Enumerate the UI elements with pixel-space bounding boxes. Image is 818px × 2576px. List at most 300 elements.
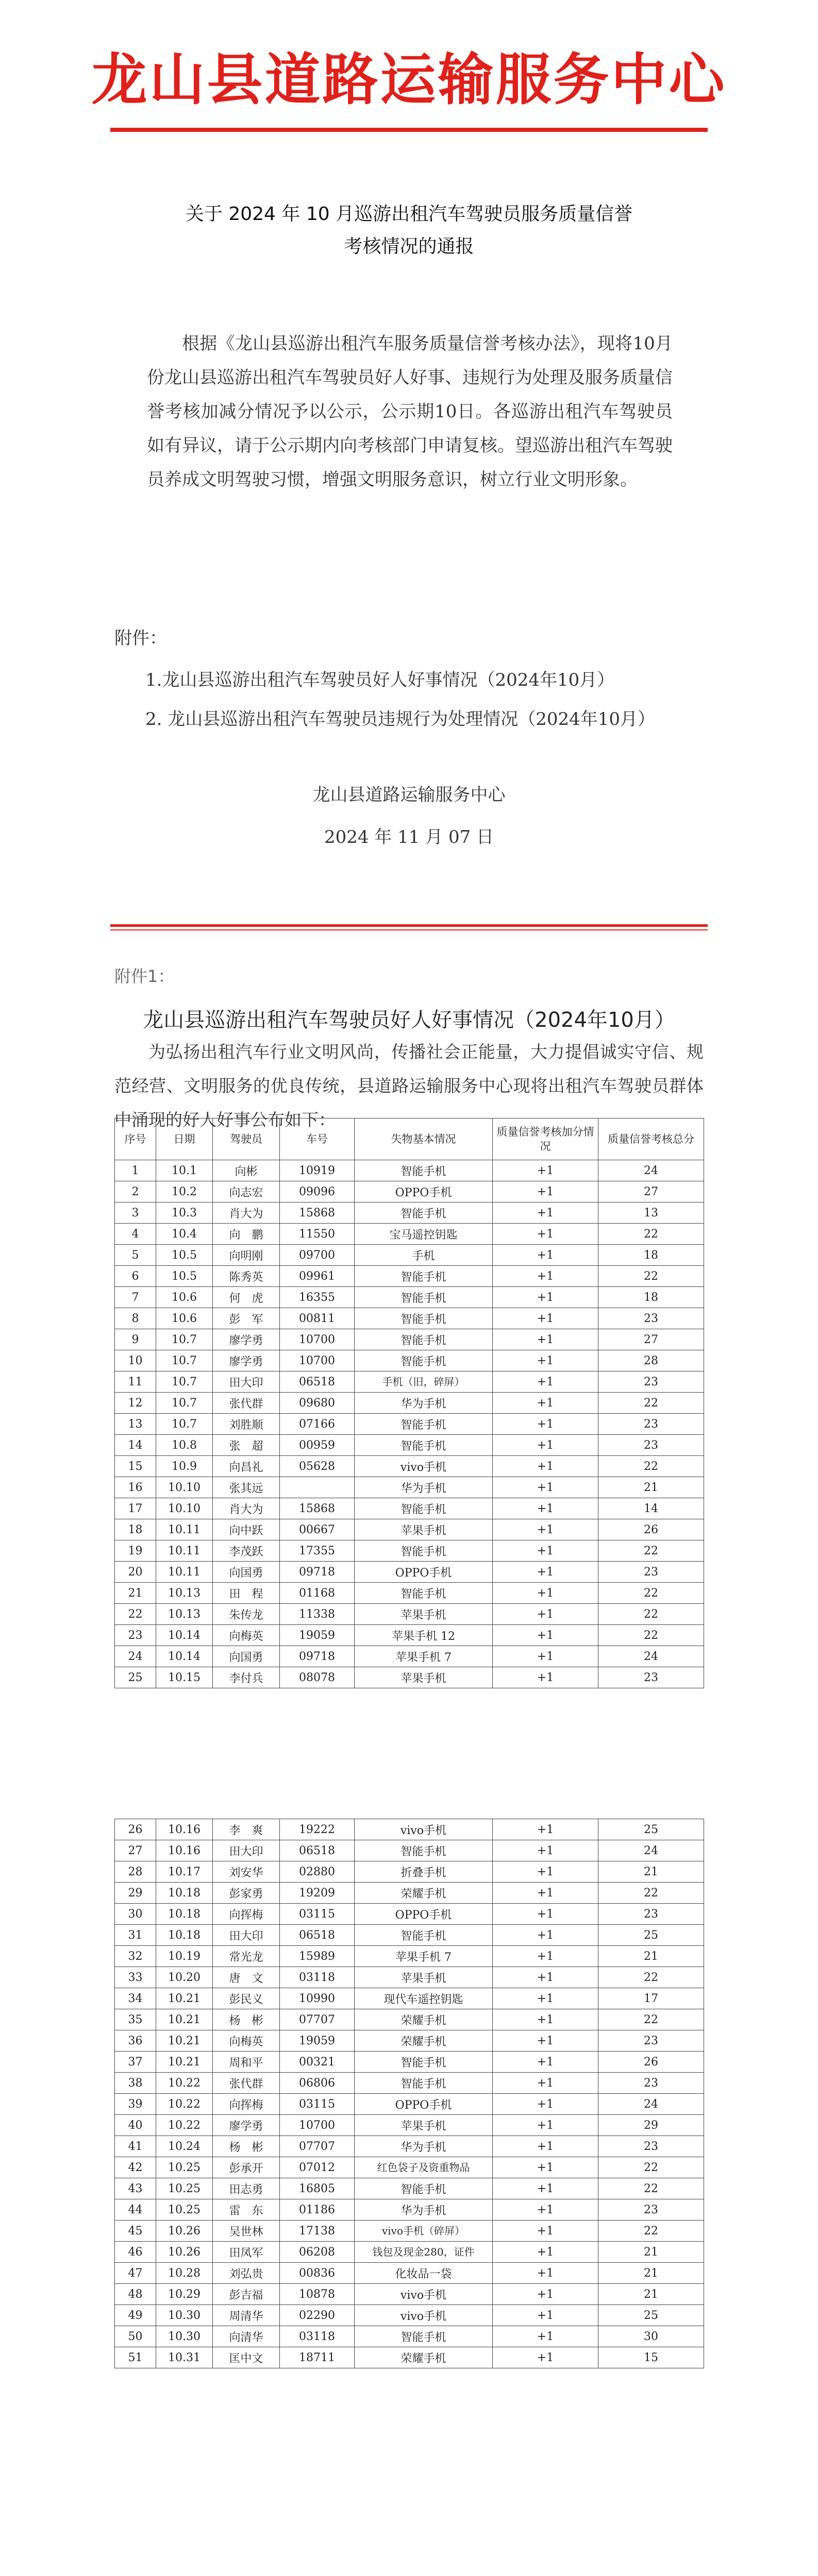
cell-item: 智能手机 (355, 1498, 493, 1519)
cell-index: 2 (115, 1181, 156, 1202)
cell-driver: 向明刚 (213, 1245, 280, 1266)
cell-score-change: +1 (493, 2284, 598, 2305)
cell-index: 24 (115, 1646, 156, 1667)
cell-score-total: 21 (598, 1861, 704, 1883)
table-row (115, 1160, 704, 1181)
table-row (115, 1883, 704, 1904)
cell-index: 12 (115, 1393, 156, 1414)
cell-date: 10.3 (156, 1202, 213, 1224)
table-row (115, 1667, 704, 1688)
cell-item: 荣耀手机 (355, 2347, 493, 2368)
table-row (115, 1266, 704, 1287)
cell-score-total: 23 (598, 1435, 704, 1456)
cell-item: 华为手机 (355, 2199, 493, 2221)
cell-driver: 向彬 (213, 1160, 280, 1181)
cell-score-change: +1 (493, 1245, 598, 1266)
cell-score-total: 23 (598, 1414, 704, 1435)
cell-date: 10.14 (156, 1646, 213, 1667)
cell-driver: 彭吉福 (213, 2284, 280, 2305)
cell-date: 10.1 (156, 1160, 213, 1181)
cell-plate: 19222 (280, 1819, 355, 1840)
cell-date: 10.18 (156, 1883, 213, 1904)
cell-date: 10.5 (156, 1266, 213, 1287)
table-row (115, 2199, 704, 2221)
cell-item: 智能手机 (355, 1160, 493, 1181)
cell-plate: 11338 (280, 1604, 355, 1625)
cell-driver: 张 超 (213, 1435, 280, 1456)
cell-item: 折叠手机 (355, 1861, 493, 1883)
cell-plate: 02880 (280, 1861, 355, 1883)
cell-item: 智能手机 (355, 1435, 493, 1456)
cell-score-total: 24 (598, 1646, 704, 1667)
table-row (115, 2052, 704, 2073)
cell-driver: 向梅英 (213, 2030, 280, 2052)
cell-date: 10.6 (156, 1308, 213, 1329)
cell-plate: 06518 (280, 1925, 355, 1946)
cell-date: 10.22 (156, 2073, 213, 2094)
cell-item: 宝马遥控钥匙 (355, 1224, 493, 1245)
good-deeds-table-part1 (114, 1118, 704, 1688)
col-header-plate: 车号 (280, 1118, 355, 1160)
table-row (115, 1562, 704, 1583)
cell-score-change: +1 (493, 2009, 598, 2030)
cell-item: 苹果手机 (355, 1967, 493, 1988)
cell-plate: 03118 (280, 1967, 355, 1988)
cell-score-change: +1 (493, 1393, 598, 1414)
cell-driver: 田志勇 (213, 2178, 280, 2199)
cell-index: 1 (115, 1160, 156, 1181)
cell-driver: 何 虎 (213, 1287, 280, 1308)
table-row (115, 1245, 704, 1266)
cell-plate: 00321 (280, 2052, 355, 2073)
cell-score-total: 22 (598, 1540, 704, 1562)
cell-date: 10.5 (156, 1245, 213, 1266)
cell-score-change: +1 (493, 1883, 598, 1904)
cell-score-change: +1 (493, 1266, 598, 1287)
cell-plate: 09718 (280, 1562, 355, 1583)
cell-item: 苹果手机 (355, 1667, 493, 1688)
cell-date: 10.14 (156, 1625, 213, 1646)
cell-index: 10 (115, 1350, 156, 1371)
table-row (115, 1904, 704, 1925)
cell-driver: 李 爽 (213, 1819, 280, 1840)
table-row (115, 1840, 704, 1861)
cell-item: 荣耀手机 (355, 2030, 493, 2052)
table-row (115, 1646, 704, 1667)
cell-plate: 17355 (280, 1540, 355, 1562)
cell-item: 智能手机 (355, 1266, 493, 1287)
cell-driver: 田凤军 (213, 2242, 280, 2263)
col-header-date: 日期 (156, 1118, 213, 1160)
cell-index: 19 (115, 1540, 156, 1562)
cell-index: 18 (115, 1519, 156, 1540)
cell-date: 10.19 (156, 1946, 213, 1967)
notice-title-line2: 考核情况的通报 (344, 236, 474, 257)
cell-item: 苹果手机 (355, 2115, 493, 2136)
cell-driver: 陈秀英 (213, 1266, 280, 1287)
cell-date: 10.30 (156, 2326, 213, 2347)
cell-index: 15 (115, 1456, 156, 1477)
cell-score-change: +1 (493, 1988, 598, 2009)
cell-index: 16 (115, 1477, 156, 1498)
cell-date: 10.7 (156, 1414, 213, 1435)
cell-driver: 田 程 (213, 1583, 280, 1604)
cell-score-change: +1 (493, 1371, 598, 1393)
cell-index: 46 (115, 2242, 156, 2263)
table-row (115, 1925, 704, 1946)
cell-score-change: +1 (493, 2199, 598, 2221)
cell-driver: 匡中文 (213, 2347, 280, 2368)
cell-date: 10.10 (156, 1498, 213, 1519)
cell-score-total: 26 (598, 2052, 704, 2073)
cell-score-change: +1 (493, 1583, 598, 1604)
cell-index: 9 (115, 1329, 156, 1350)
cell-plate: 09680 (280, 1393, 355, 1414)
table-row (115, 1456, 704, 1477)
cell-driver: 向昌礼 (213, 1456, 280, 1477)
cell-score-change: +1 (493, 1477, 598, 1498)
cell-plate: 08078 (280, 1667, 355, 1688)
cell-item: 苹果手机 (355, 1604, 493, 1625)
cell-driver: 杨 彬 (213, 2009, 280, 2030)
cell-score-change: +1 (493, 1562, 598, 1583)
cell-score-total: 18 (598, 1287, 704, 1308)
cell-driver: 雷 东 (213, 2199, 280, 2221)
cell-index: 27 (115, 1840, 156, 1861)
cell-index: 38 (115, 2073, 156, 2094)
cell-date: 10.25 (156, 2178, 213, 2199)
cell-item: 荣耀手机 (355, 1883, 493, 1904)
cell-score-change: +1 (493, 1604, 598, 1625)
cell-plate: 19059 (280, 1625, 355, 1646)
table-row (115, 2115, 704, 2136)
cell-driver: 常光龙 (213, 1946, 280, 1967)
cell-plate: 10919 (280, 1160, 355, 1181)
cell-date: 10.4 (156, 1224, 213, 1245)
table-row (115, 1224, 704, 1245)
table-row (115, 1625, 704, 1646)
cell-plate: 03115 (280, 1904, 355, 1925)
cell-score-total: 23 (598, 1904, 704, 1925)
cell-driver: 田大印 (213, 1840, 280, 1861)
cell-item: 智能手机 (355, 1308, 493, 1329)
cell-date: 10.9 (156, 1456, 213, 1477)
cell-driver: 廖学勇 (213, 2115, 280, 2136)
cell-date: 10.18 (156, 1904, 213, 1925)
cell-driver: 刘弘贵 (213, 2263, 280, 2284)
cell-item: 华为手机 (355, 1477, 493, 1498)
cell-plate: 10700 (280, 2115, 355, 2136)
cell-plate: 07166 (280, 1414, 355, 1435)
cell-score-total: 30 (598, 2326, 704, 2347)
col-header-item: 失物基本情况 (355, 1118, 493, 1160)
cell-score-total: 24 (598, 1160, 704, 1181)
cell-score-total: 24 (598, 1840, 704, 1861)
cell-score-total: 14 (598, 1498, 704, 1519)
cell-plate: 07012 (280, 2157, 355, 2178)
cell-index: 35 (115, 2009, 156, 2030)
table-row (115, 2326, 704, 2347)
cell-date: 10.11 (156, 1519, 213, 1540)
cell-score-total: 22 (598, 1224, 704, 1245)
cell-index: 45 (115, 2221, 156, 2242)
cell-item: 智能手机 (355, 1414, 493, 1435)
cell-score-total: 27 (598, 1329, 704, 1350)
cell-score-total: 23 (598, 2030, 704, 2052)
cell-index: 17 (115, 1498, 156, 1519)
cell-index: 13 (115, 1414, 156, 1435)
cell-plate: 07707 (280, 2136, 355, 2157)
cell-driver: 刘胜顺 (213, 1414, 280, 1435)
cell-date: 10.18 (156, 1925, 213, 1946)
cell-score-change: +1 (493, 1540, 598, 1562)
cell-score-change: +1 (493, 2073, 598, 2094)
col-header-score-add: 质量信誉考核加分情况 (493, 1118, 598, 1160)
cell-index: 4 (115, 1224, 156, 1245)
cell-score-total: 27 (598, 1181, 704, 1202)
cell-score-change: +1 (493, 1967, 598, 1988)
cell-driver: 田大印 (213, 1371, 280, 1393)
cell-plate: 09961 (280, 1266, 355, 1287)
cell-index: 49 (115, 2305, 156, 2326)
cell-score-change: +1 (493, 2178, 598, 2199)
cell-driver: 彭承开 (213, 2157, 280, 2178)
table-row (115, 1308, 704, 1329)
cell-plate: 16355 (280, 1287, 355, 1308)
table-row (115, 1393, 704, 1414)
cell-score-total: 22 (598, 1883, 704, 1904)
table-row (115, 2136, 704, 2157)
table-row (115, 1371, 704, 1393)
cell-driver: 张代群 (213, 2073, 280, 2094)
cell-driver: 张代群 (213, 1393, 280, 1414)
cell-score-total: 24 (598, 2094, 704, 2115)
cell-score-total: 22 (598, 1967, 704, 1988)
table-row (115, 1861, 704, 1883)
cell-item: 红色袋子及资重物品 (355, 2157, 493, 2178)
cell-index: 22 (115, 1604, 156, 1625)
cell-item: 华为手机 (355, 1393, 493, 1414)
cell-score-total: 23 (598, 1371, 704, 1393)
table-row (115, 2242, 704, 2263)
cell-index: 14 (115, 1435, 156, 1456)
table-row (115, 1350, 704, 1371)
cell-item: 苹果手机 7 (355, 1646, 493, 1667)
cell-plate: 09700 (280, 1245, 355, 1266)
cell-plate: 10700 (280, 1329, 355, 1350)
cell-plate: 06518 (280, 1371, 355, 1393)
cell-plate: 11550 (280, 1224, 355, 1245)
cell-item: 钱包及现金280，证件 (355, 2242, 493, 2263)
cell-item: vivo手机 (355, 1819, 493, 1840)
cell-index: 7 (115, 1287, 156, 1308)
cell-score-change: +1 (493, 1350, 598, 1371)
good-deeds-table-part2 (114, 1819, 704, 2368)
cell-score-change: +1 (493, 1308, 598, 1329)
cell-index: 41 (115, 2136, 156, 2157)
cell-plate: 19209 (280, 1883, 355, 1904)
cell-index: 42 (115, 2157, 156, 2178)
cell-date: 10.7 (156, 1371, 213, 1393)
cell-score-total: 29 (598, 2115, 704, 2136)
cell-plate: 05628 (280, 1456, 355, 1477)
table-row (115, 1946, 704, 1967)
cell-score-change: +1 (493, 2326, 598, 2347)
cell-date: 10.7 (156, 1350, 213, 1371)
cell-item: vivo手机 (355, 1456, 493, 1477)
cell-score-total: 22 (598, 2178, 704, 2199)
table-row (115, 2030, 704, 2052)
cell-date: 10.11 (156, 1540, 213, 1562)
cell-item: OPPO手机 (355, 1181, 493, 1202)
cell-item: 华为手机 (355, 2136, 493, 2157)
cell-index: 47 (115, 2263, 156, 2284)
table-row (115, 1498, 704, 1519)
cell-score-total: 23 (598, 2073, 704, 2094)
cell-date: 10.7 (156, 1329, 213, 1350)
cell-score-change: +1 (493, 2263, 598, 2284)
table-row (115, 2157, 704, 2178)
cell-item: vivo手机（碎屏） (355, 2221, 493, 2242)
cell-score-change: +1 (493, 2094, 598, 2115)
cell-item: 智能手机 (355, 2073, 493, 2094)
cell-score-total: 22 (598, 1393, 704, 1414)
cell-index: 44 (115, 2199, 156, 2221)
table-row (115, 1819, 704, 1840)
appendix1-label: 附件1： (114, 967, 175, 986)
cell-date: 10.13 (156, 1604, 213, 1625)
cell-date: 10.28 (156, 2263, 213, 2284)
cell-item: 智能手机 (355, 1840, 493, 1861)
cell-date: 10.11 (156, 1562, 213, 1583)
cell-plate: 02290 (280, 2305, 355, 2326)
cell-score-change: +1 (493, 1904, 598, 1925)
cell-index: 25 (115, 1667, 156, 1688)
signature-org: 龙山县道路运输服务中心 (312, 785, 506, 805)
table-row (115, 1583, 704, 1604)
cell-score-change: +1 (493, 1946, 598, 1967)
table-row (115, 1519, 704, 1540)
cell-plate: 09718 (280, 1646, 355, 1667)
cell-driver: 彭 军 (213, 1308, 280, 1329)
cell-plate: 00836 (280, 2263, 355, 2284)
cell-score-total: 25 (598, 1925, 704, 1946)
cell-score-change: +1 (493, 2052, 598, 2073)
col-header-score-total: 质量信誉考核总分 (598, 1118, 704, 1160)
cell-index: 29 (115, 1883, 156, 1904)
cell-score-change: +1 (493, 2136, 598, 2157)
table-row (115, 2073, 704, 2094)
cell-score-change: +1 (493, 1287, 598, 1308)
cell-driver: 向国勇 (213, 1646, 280, 1667)
cell-item: 苹果手机 12 (355, 1625, 493, 1646)
divider-red-rule (110, 924, 708, 927)
cell-score-total: 17 (598, 1988, 704, 2009)
cell-item: 苹果手机 (355, 1519, 493, 1540)
cell-item: 智能手机 (355, 2052, 493, 2073)
cell-plate (280, 1477, 355, 1498)
cell-driver: 彭家勇 (213, 1883, 280, 1904)
cell-score-total: 22 (598, 1583, 704, 1604)
cell-index: 5 (115, 1245, 156, 1266)
table-row (115, 2221, 704, 2242)
cell-driver: 李付兵 (213, 1667, 280, 1688)
cell-plate: 15868 (280, 1498, 355, 1519)
cell-plate: 15989 (280, 1946, 355, 1967)
cell-driver: 向梅英 (213, 1625, 280, 1646)
cell-score-change: +1 (493, 1160, 598, 1181)
cell-score-change: +1 (493, 1667, 598, 1688)
cell-score-change: +1 (493, 1435, 598, 1456)
table-row (115, 1540, 704, 1562)
cell-plate: 06806 (280, 2073, 355, 2094)
cell-index: 6 (115, 1266, 156, 1287)
cell-score-total: 23 (598, 2199, 704, 2221)
cell-driver: 廖学勇 (213, 1329, 280, 1350)
cell-date: 10.22 (156, 2094, 213, 2115)
col-header-driver: 驾驶员 (213, 1118, 280, 1160)
table-row (115, 1202, 704, 1224)
cell-date: 10.10 (156, 1477, 213, 1498)
cell-score-total: 22 (598, 1625, 704, 1646)
cell-score-total: 22 (598, 2221, 704, 2242)
cell-item: 智能手机 (355, 1329, 493, 1350)
cell-index: 26 (115, 1819, 156, 1840)
cell-driver: 向挥梅 (213, 2094, 280, 2115)
cell-driver: 向中跃 (213, 1519, 280, 1540)
cell-score-change: +1 (493, 1414, 598, 1435)
cell-score-change: +1 (493, 1456, 598, 1477)
cell-score-total: 23 (598, 1308, 704, 1329)
cell-index: 21 (115, 1583, 156, 1604)
cell-score-total: 21 (598, 2284, 704, 2305)
cell-plate: 03115 (280, 2094, 355, 2115)
cell-score-change: +1 (493, 1202, 598, 1224)
table-header-row (115, 1118, 704, 1160)
cell-score-total: 23 (598, 1562, 704, 1583)
cell-date: 10.8 (156, 1435, 213, 1456)
cell-plate: 15868 (280, 1202, 355, 1224)
table-row (115, 1329, 704, 1350)
cell-driver: 向挥梅 (213, 1904, 280, 1925)
cell-item: 智能手机 (355, 2178, 493, 2199)
cell-score-total: 13 (598, 1202, 704, 1224)
cell-score-total: 22 (598, 1266, 704, 1287)
divider-red-thin-rule (110, 929, 708, 930)
cell-plate: 00959 (280, 1435, 355, 1456)
cell-score-total: 22 (598, 2009, 704, 2030)
cell-driver: 杨 彬 (213, 2136, 280, 2157)
table-row (115, 1435, 704, 1456)
cell-score-total: 15 (598, 2347, 704, 2368)
cell-driver: 田大印 (213, 1925, 280, 1946)
cell-item: 荣耀手机 (355, 2009, 493, 2030)
cell-plate: 01168 (280, 1583, 355, 1604)
cell-driver: 彭民义 (213, 1988, 280, 2009)
cell-date: 10.7 (156, 1393, 213, 1414)
cell-item: 手机（旧，碎屏） (355, 1371, 493, 1393)
table-row (115, 1477, 704, 1498)
cell-index: 20 (115, 1562, 156, 1583)
cell-driver: 周清华 (213, 2305, 280, 2326)
cell-score-change: +1 (493, 1819, 598, 1840)
cell-driver: 张其远 (213, 1477, 280, 1498)
cell-driver: 唐 文 (213, 1967, 280, 1988)
cell-plate: 16805 (280, 2178, 355, 2199)
cell-plate: 17138 (280, 2221, 355, 2242)
cell-driver: 向志宏 (213, 1181, 280, 1202)
cell-index: 34 (115, 1988, 156, 2009)
